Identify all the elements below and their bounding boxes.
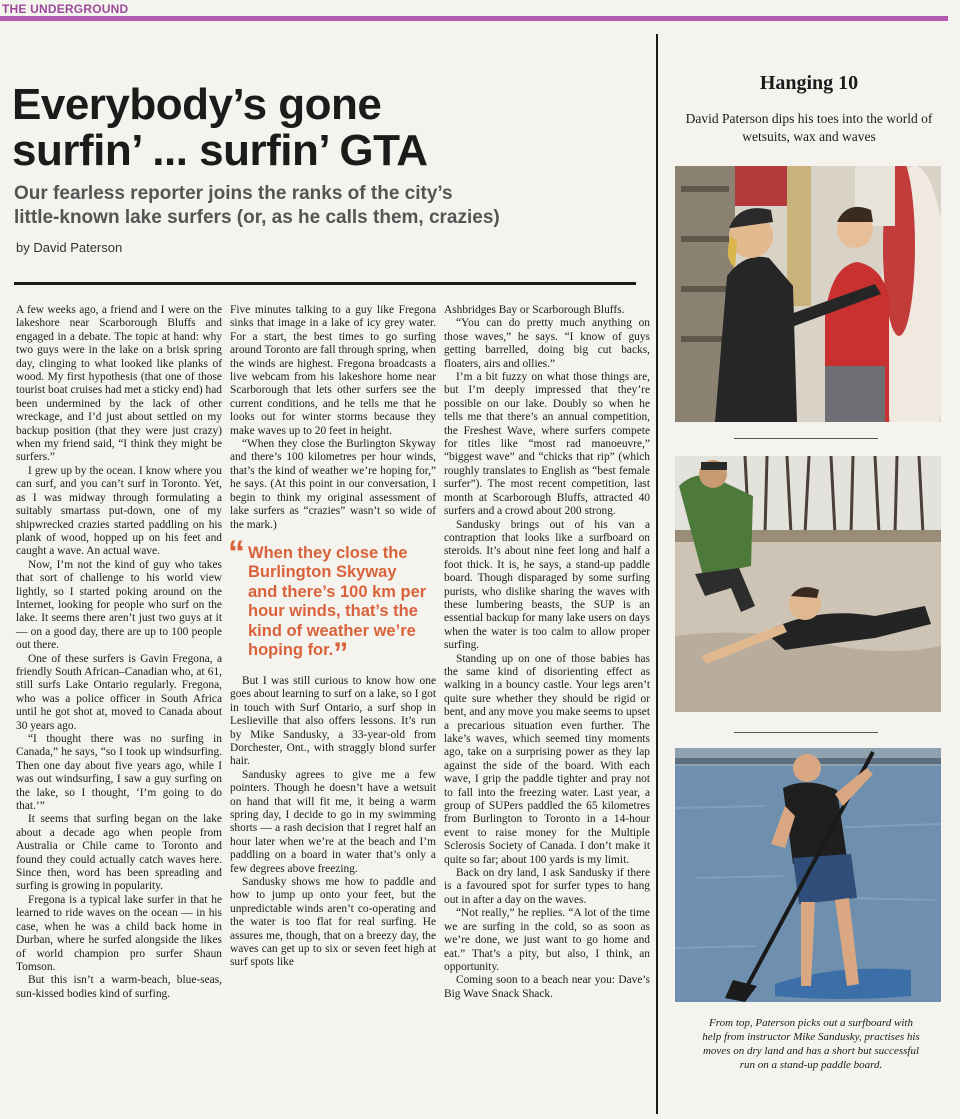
section-label: THE UNDERGROUND: [2, 2, 129, 16]
paragraph: Sandusky agrees to give me a few pointers. Though he doesn’t have a wetsuit on hand that will fit me, it being a warm spring day, I decide to go in my swimming shorts — a rash decision that I regret half an hour later when we’re at the beach and I’m paddling on a board in water that’s only a few degrees above freezing.: [230, 768, 436, 875]
photo-caption: From top, Paterson picks out a surfboard with help from instructor Mike Sandusky, practises his moves on dry land and has a short but successful run on a stand-up paddle board.: [702, 1017, 920, 1071]
sidebar-title: Hanging 10: [759, 72, 859, 94]
paragraph: One of these surfers is Gavin Fregona, a friendly South African–Canadian who, at 61, still surfs Lake Ontario regularly. Fregona, who was a police officer in South Africa until he got shot at, moved to Canada about 30 years ago.: [16, 652, 222, 732]
deck-line-2: little-known lake surfers (or, as he calls them, crazies): [14, 207, 500, 228]
open-quote-icon: “: [228, 533, 245, 572]
photo-surf-shop: [675, 166, 941, 422]
byline: by David Paterson: [16, 240, 123, 255]
paragraph: I grew up by the ocean. I know where you can surf, and you can’t surf in Toronto. Yet, as I was midway through formulating a suitably smartass put-down, one of my shipwrecked crazies started paddling on his plank of wood, hopped up on his feet and caught a wave. An actual wave.: [16, 464, 222, 558]
article-column-3: [444, 304, 650, 1001]
paragraph: Coming soon to a beach near you: Dave’s Big Wave Snack Shack.: [444, 974, 650, 1000]
paragraph: “I thought there was no surfing in Canada,” he says, “so I took up windsurfing. Then one day about five years ago, while I was out windsurfing, I saw a guy surfing on the lake, so I thought, ‘I’m going to do that.’”: [16, 733, 222, 813]
paragraph: I’m a bit fuzzy on what those things are, but I’m deeply impressed that they’re possible on our lake. Doubly so when he tells me that there’s an annual competition, the Freshest Wave, where surfers compete for titles like “most rad manoeuvre,” “biggest wave” and “chicks that rip” (which roughly translates to English as “best female surfer”). The most recent competition, last month at Scarborough Bluffs, attracted 40 surfers and a crowd about 200 strong.: [444, 371, 650, 518]
paragraph: “Not really,” he replies. “A lot of the time we are surfing in the cold, so as soon as we’re done, we just want to go home and eat.” That’s a pity, but also, I think, an opportunity.: [444, 907, 650, 973]
paragraph: But I was still curious to know how one goes about learning to surf on a lake, so I got in touch with Surf Ontario, a surf shop in Leslieville that also offers lessons. It’s run by Mike Sandusky, a 33-year-old from Dorchester, Ont., with straggly blond surfer hair.: [230, 674, 436, 768]
paragraph: A few weeks ago, a friend and I were on the lakeshore near Scarborough Bluffs and engaged in a debate. The topic at hand: why two guys were in the lake on a brisk spring day, clinging to what looked like planks of wood. My first hypothesis (that one of those tourist boat cruises had met a sticky end) had been undermined by the lack of other wreckage, and I’d just about settled on my backup position (that they were just crazy) when my friend said, “I think they might be surfers.”: [16, 304, 222, 464]
close-quote-icon: ”: [333, 637, 349, 671]
photo-dry-land-practice: [675, 456, 941, 712]
pull-quote: [228, 533, 436, 671]
paragraph: Sandusky brings out of his van a contraption that looks like a surfboard on steroids. It’s about nine feet long and half a foot thick. It is, he says, a stand-up paddle board. Though disparaged by some surfing purists, who dislike sharing the waves with these lumbering beasts, the SUP is an essential backup for many lake users on days when the water is too calm to allow proper surfing.: [444, 518, 650, 652]
headline-line-2: surfin’ ... surfin’ GTA: [12, 126, 428, 175]
article-column-2: [230, 304, 436, 970]
paragraph: Now, I’m not the kind of guy who takes that sort of challenge to his world view lightly, so I started poking around on the Internet, looking for people who surf on the lake. It seems there aren’t just two guys at it — on a good day, there are up to 100 people out there.: [16, 558, 222, 652]
paragraph: Five minutes talking to a guy like Fregona sinks that image in a lake of icy grey water. For a start, the best times to go surfing around Toronto are fall through spring, when the winds are highest. Fregona broadcasts a live webcam from his lakeshore home near Scarborough that lets other surfers see the current conditions, and he tells me that he looks out for winter storms because they make waves up to 20 feet in height.: [230, 304, 436, 437]
headline-rule: [14, 282, 636, 285]
paragraph: “When they close the Burlington Skyway and there’s 100 kilometres per hour winds, that’s the kind of weather we’re hoping for,” he says. (At this point in our conversation, I begin to think my original assessment of lake surfers as “crazies” wasn’t so wide of the mark.): [230, 438, 436, 531]
headline: [12, 82, 642, 174]
deck-line-1: Our fearless reporter joins the ranks of the city’s: [14, 183, 453, 204]
paragraph: It seems that surfing began on the lake about a decade ago when people from Australia or Chile came to Toronto and found they could actually catch waves here. Since then, word has been spreading and surfing is growing in popularity.: [16, 813, 222, 893]
photo-separator: [734, 732, 878, 733]
paragraph: Ashbridges Bay or Scarborough Bluffs.: [444, 304, 625, 316]
headline-line-1: Everybody’s gone: [12, 80, 382, 129]
paragraph: “You can do pretty much anything on those waves,” he says. “I know of guys getting barrelled, doing big cut backs, floaters, airs and ollies.”: [444, 317, 650, 370]
deck: [14, 182, 654, 230]
paragraph: Sandusky shows me how to paddle and how to jump up onto your feet, but the unpredictable winds aren’t co-operating and the water is too flat for real surfing. He assures me, though, that on a breezy day, the waves can get up to six or seven feet high at surf spots like: [230, 876, 436, 969]
pull-quote-text: When they close the Burlington Skyway and there’s 100 km per hour winds, that’s the kind of weather we’re hoping for.: [248, 543, 427, 660]
top-rule: [0, 16, 948, 21]
paragraph: Fregona is a typical lake surfer in that he learned to ride waves on the ocean — in his case, when he was a child back home in Durban, where he surfed alongside the likes of world champion pro surfer Shaun Tomson.: [16, 893, 222, 973]
column-divider: [656, 34, 658, 1114]
paragraph: Standing up on one of those babies has the same kind of disorienting effect as walking in a bouncy castle. Your legs aren’t quite sure whether they should be rigid or bent, and any move you make seems to upset a precarious situation even further. The lake’s waves, which seemed tiny moments ago, take on a surprising power as they lap against the side of the board. With each wave, I grip the paddle tighter and pray not to fall into the freezing water. Last year, a group of SUPers paddled the 65 kilometres from Burlington to Toronto in a 14-hour event to raise money for the Multiple Sclerosis Society of Canada. I don’t make it quite so far; about 100 yards is my limit.: [444, 652, 650, 866]
paragraph: But this isn’t a warm-beach, blue-seas, sun-kissed bodies kind of surfing.: [16, 974, 222, 1000]
sidebar-dek: David Paterson dips his toes into the world of wetsuits, wax and waves: [685, 111, 933, 144]
article-column-1: [16, 304, 222, 1001]
photo-separator: [734, 438, 878, 439]
paragraph: Back on dry land, I ask Sandusky if there is a favoured spot for surfer types to hang out in after a day on the waves.: [444, 867, 650, 906]
photo-paddle-board: [675, 748, 941, 1002]
